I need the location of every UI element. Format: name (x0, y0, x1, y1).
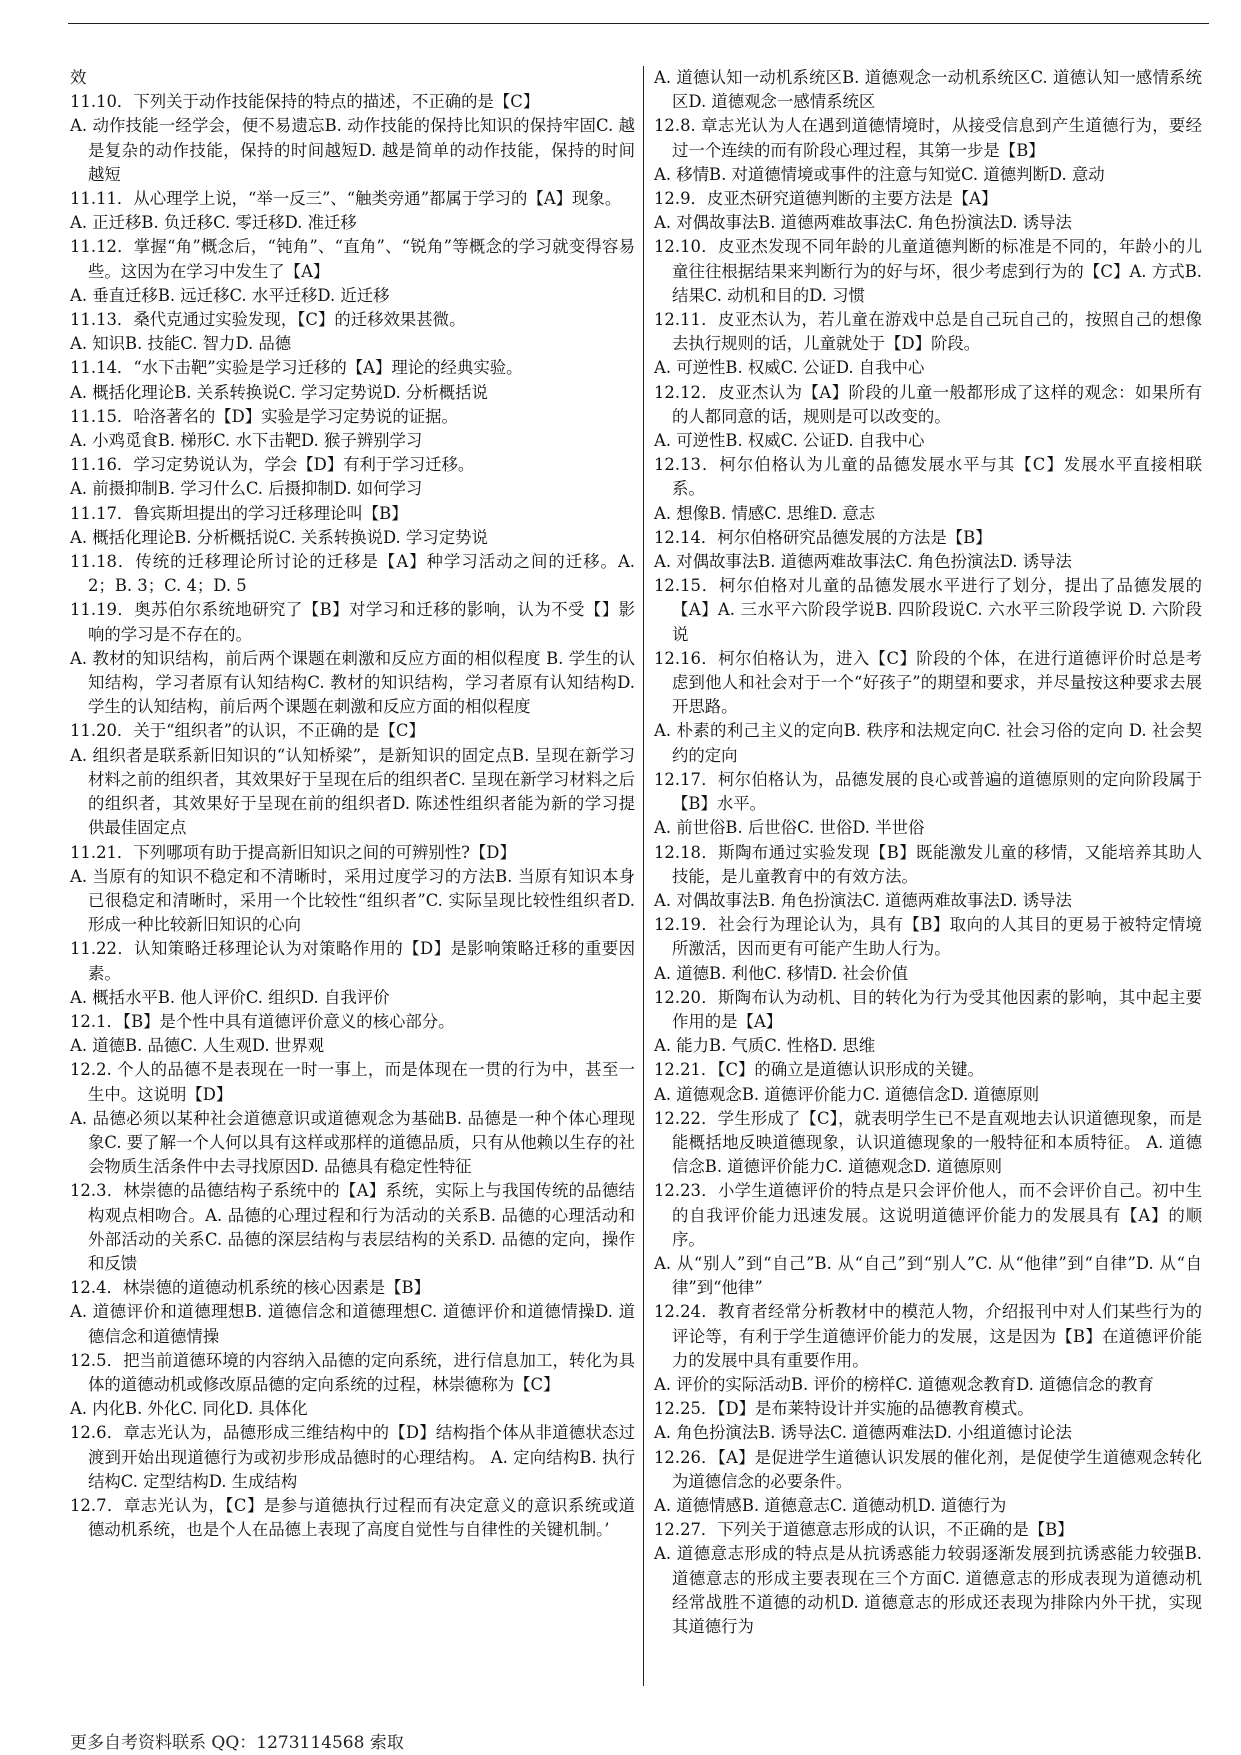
right-column-paragraph: A. 能力B. 气质C. 性格D. 思维 (654, 1036, 876, 1056)
right-column-paragraph: A. 对偶故事法B. 道德两难故事法C. 角色扮演法D. 诱导法 (654, 552, 1072, 572)
left-column-paragraph: A. 概括化理论B. 分析概括说C. 关系转换说D. 学习定势说 (70, 527, 488, 547)
right-column-paragraph: A. 前世俗B. 后世俗C. 世俗D. 半世俗 (654, 818, 925, 838)
right-column-paragraph: A. 道德认知一动机系统区B. 道德观念一动机系统区C. 道德认知一感情系统区D. 道德观念一感情系统区 (654, 68, 1202, 112)
left-column-paragraph: A. 动作技能一经学会，便不易遗忘B. 动作技能的保持比知识的保持牢固C. 越是复杂的动作技能，保持的时间越短D. 越是简单的动作技能，保持的时间越短 (70, 116, 635, 184)
right-column-paragraph: A. 评价的实际活动B. 评价的榜样C. 道德观念教育D. 道德信念的教育 (654, 1374, 1154, 1394)
left-column (70, 66, 643, 1686)
right-column-paragraph: 12.27．下列关于道德意志形成的认识，不正确的是【B】 (654, 1520, 1074, 1540)
left-column-paragraph: 11.12．掌握“角”概念后，“钝角”、“直角”、“锐角”等概念的学习就变得容易些。这因为在学习中发生了【A】 (70, 237, 635, 281)
right-column-paragraph: 12.16．柯尔伯格认为，进入【C】阶段的个体，在进行道德评价时总是考虑到他人和社会对于一个“好孩子”的期望和要求，并尽量按这种要求去展开思路。 (654, 648, 1202, 717)
right-column-paragraph: 12.10．皮亚杰发现不同年龄的儿童道德判断的标准是不同的，年龄小的儿童往往根据结果来判断行为的好与坏，很少考虑到行为的【C】A. 方式B. 结果C. 动机和目的D. 习惯 (654, 237, 1202, 305)
left-column-paragraph: A. 当原有的知识不稳定和不清晰时，采用过度学习的方法B. 当原有知识本身已很稳定和清晰时，采用一个比较性“组织者”C. 实际呈现比较性组织者D. 形成一种比较新旧知识的心向 (70, 866, 635, 935)
right-column-paragraph: A. 朴素的利己主义的定向B. 秩序和法规定向C. 社会习俗的定向 D. 社会契约的定向 (654, 721, 1202, 765)
left-column-paragraph: 12.3．林崇德的品德结构子系统中的【A】系统，实际上与我国传统的品德结构观点相吻合。A. 品德的心理过程和行为活动的关系B. 品德的心理活动和外部活动的关系C. 品德的深层结构与表层结构的关系D. 品德的定向，操作和反馈 (70, 1181, 635, 1273)
right-column-paragraph: A. 移情B. 对道德情境或事件的注意与知觉C. 道德判断D. 意动 (654, 164, 1105, 184)
right-column-paragraph: A. 道德观念B. 道德评价能力C. 道德信念D. 道德原则 (654, 1084, 1040, 1104)
left-column-paragraph: 12.7．章志光认为，【C】是参与道德执行过程而有决定意义的意识系统或道德动机系统，也是个人在品德上表现了高度自觉性与自律性的关键机制。’ (70, 1495, 635, 1540)
right-column-paragraph: 12.25．【D】是布莱特设计并实施的品德教育模式。 (654, 1399, 1034, 1419)
right-column-paragraph: A. 道德情感B. 道德意志C. 道德动机D. 道德行为 (654, 1495, 1007, 1515)
left-column-paragraph: 11.20．关于“组织者”的认识，不正确的是【C】 (70, 721, 425, 741)
left-column-paragraph: A. 概括化理论B. 关系转换说C. 学习定势说D. 分析概括说 (70, 382, 488, 402)
left-column-paragraph: 12.1．【B】是个性中具有道德评价意义的核心部分。 (70, 1011, 455, 1031)
right-column-paragraph: 12.22．学生形成了【C】，就表明学生已不是直观地去认识道德现象，而是能概括地反映道德现象，认识道德现象的一般特征和本质特征。 A. 道德信念B. 道德评价能力C. 道德观念D. 道德原则 (654, 1108, 1202, 1177)
right-column-paragraph: A. 可逆性B. 权威C. 公证D. 自我中心 (654, 431, 925, 451)
left-column-paragraph: A. 知识B. 技能C. 智力D. 品德 (70, 334, 292, 354)
right-column-paragraph: 12.21．【C】的确立是道德认识形成的关键。 (654, 1060, 984, 1080)
right-column-paragraph: 12.18．斯陶布通过实验发现【B】既能激发儿童的移情，又能培养其助人技能，是儿童教育中的有效方法。 (654, 842, 1202, 886)
left-column-paragraph: 效 (70, 68, 87, 87)
right-column-paragraph: A. 道德意志形成的特点是从抗诱惑能力较弱逐渐发展到抗诱惑能力较强B. 道德意志的形成主要表现在三个方面C. 道德意志的形成表现为道德动机经常战胜不道德的动机D. 道德意志的形成还表现为排除内外干扰，实现其道德行为 (654, 1544, 1202, 1636)
left-column-paragraph: 12.4．林崇德的道德动机系统的核心因素是【B】 (70, 1278, 430, 1298)
right-column-paragraph: 12.26．【A】是促进学生道德认识发展的催化剂，是促使学生道德观念转化为道德信念的必要条件。 (654, 1447, 1202, 1491)
header-rule (68, 23, 1209, 24)
left-column-paragraph: 11.22．认知策略迁移理论认为对策略作用的【D】是影响策略迁移的重要因素。 (70, 939, 635, 983)
left-column-paragraph: A. 道德评价和道德理想B. 道德信念和道德理想C. 道德评价和道德情操D. 道德信念和道德情操 (70, 1302, 635, 1346)
left-column-paragraph: 11.21．下列哪项有助于提高新旧知识之间的可辨别性?【D】 (70, 842, 516, 862)
left-column-paragraph: 11.14．“水下击靶”实验是学习迁移的【A】理论的经典实验。 (70, 358, 523, 378)
right-column-paragraph: A. 对偶故事法B. 道德两难故事法C. 角色扮演法D. 诱导法 (654, 213, 1072, 233)
right-column-paragraph: 12.23．小学生道德评价的特点是只会评价他人，而不会评价自己。初中生的自我评价能力迅速发展。这说明道德评价能力的发展具有【A】的顺序。 (654, 1181, 1202, 1249)
right-column-paragraph: 12.13．柯尔伯格认为儿童的品德发展水平与其【C】发展水平直接相联系。 (654, 455, 1202, 499)
left-column-paragraph: A. 前摄抑制B. 学习什么C. 后摄抑制D. 如何学习 (70, 479, 423, 499)
right-column-paragraph: 12.15．柯尔伯格对儿童的品德发展水平进行了划分，提出了品德发展的【A】A. 三水平六阶段学说B. 四阶段说C. 六水平三阶段学说 D. 六阶段说 (654, 576, 1202, 644)
right-column-paragraph: 12.11．皮亚杰认为，若儿童在游戏中总是自己玩自己的，按照自己的想像去执行规则的话，儿童就处于【D】阶段。 (654, 310, 1202, 354)
left-column-paragraph: A. 概括水平B. 他人评价C. 组织D. 自我评价 (70, 987, 390, 1007)
left-column-paragraph: 11.19．奥苏伯尔系统地研究了【B】对学习和迁移的影响，认为不受【】影响的学习是不存在的。 (70, 600, 635, 644)
left-column-paragraph: 11.13．桑代克通过实验发现，【C】的迁移效果甚微。 (70, 310, 466, 330)
left-column-paragraph: A. 正迁移B. 负迁移C. 零迁移D. 准迁移 (70, 213, 357, 233)
right-column-paragraph: 12.19．社会行为理论认为，具有【B】取向的人其目的更易于被特定情境所激活，因而更有可能产生助人行为。 (654, 915, 1202, 959)
left-column-paragraph: A. 品德必须以某种社会道德意识或道德观念为基础B. 品德是一种个体心理现象C. 要了解一个人何以具有这样或那样的道德品质，只有从他赖以生存的社会物质生活条件中去寻找原因D. 品德具有稳定性特征 (70, 1108, 635, 1177)
document-page (70, 66, 1205, 1686)
left-column-paragraph: A. 垂直迁移B. 远迁移C. 水平迁移D. 近迁移 (70, 285, 390, 305)
right-column-paragraph: A. 道德B. 利他C. 移情D. 社会价值 (654, 963, 908, 983)
left-column-paragraph: 11.11．从心理学上说，“举一反三”、“触类旁通”都属于学习的【A】现象。 (70, 189, 622, 209)
left-column-paragraph: A. 教材的知识结构，前后两个课题在刺激和反应方面的相似程度 B. 学生的认知结构，学习者原有认知结构C. 教材的知识结构，学习者原有认知结构D. 学生的认知结构，前后两个课题在刺激和反应方面的相似程度 (70, 648, 635, 717)
left-column-paragraph: 12.2. 个人的品德不是表现在一时一事上，而是体现在一贯的行为中，甚至一生中。这说明【D】 (70, 1060, 635, 1104)
left-column-paragraph: A. 道德B. 品德C. 人生观D. 世界观 (70, 1036, 324, 1056)
footer-contact: 更多自考资料联系 QQ：1273114568 索取 (70, 1733, 404, 1753)
left-column-paragraph: 11.15．哈洛著名的【D】实验是学习定势说的证据。 (70, 406, 458, 426)
left-column-paragraph: 12.5．把当前道德环境的内容纳入品德的定向系统，进行信息加工，转化为具体的道德动机或修改原品德的定向系统的过程，林崇德称为【C】 (70, 1350, 635, 1394)
right-column-paragraph: A. 想像B. 情感C. 思维D. 意志 (654, 503, 876, 523)
right-column-paragraph: A. 从“别人”到“自己”B. 从“自己”到“别人”C. 从“他律”到“自律”D. 从“自律”到“他律” (654, 1253, 1202, 1298)
left-column-paragraph: 12.6．章志光认为，品德形成三维结构中的【D】结构指个体从非道德状态过渡到开始出现道德行为或初步形成品德时的心理结构。 A. 定向结构B. 执行结构C. 定型结构D. 生成结构 (70, 1423, 635, 1491)
right-column-paragraph: A. 可逆性B. 权威C. 公证D. 自我中心 (654, 358, 925, 378)
right-column-paragraph: A. 角色扮演法B. 诱导法C. 道德两难法D. 小组道德讨论法 (654, 1423, 1072, 1443)
left-column-paragraph: 11.18．传统的迁移理论所讨论的迁移是【A】种学习活动之间的迁移。A. 2；B. 3；C. 4；D. 5 (70, 552, 635, 596)
right-column-paragraph: 12.24．教育者经常分析教材中的模范人物，介绍报刊中对人们某些行为的评论等，有利于学生道德评价能力的发展，这是因为【B】在道德评价能力的发展中具有重要作用。 (654, 1302, 1202, 1370)
right-column-paragraph: 12.17．柯尔伯格认为，品德发展的良心或普遍的道德原则的定向阶段属于【B】水平。 (654, 769, 1202, 814)
right-column-paragraph: 12.12．皮亚杰认为【A】阶段的儿童一般都形成了这样的观念：如果所有的人都同意的话，规则是可以改变的。 (654, 382, 1202, 426)
left-column-paragraph: 11.16．学习定势说认为，学会【D】有利于学习迁移。 (70, 455, 475, 475)
right-column (643, 66, 1202, 1686)
right-column-paragraph: 12.14．柯尔伯格研究品德发展的方法是【B】 (654, 527, 992, 547)
right-column-paragraph: 12.8. 章志光认为人在遇到道德情境时，从接受信息到产生道德行为，要经过一个连续的而有阶段心理过程，其第一步是【B】 (654, 116, 1202, 160)
left-column-paragraph: A. 内化B. 外化C. 同化D. 具体化 (70, 1399, 308, 1419)
right-column-paragraph: 12.20．斯陶布认为动机、目的转化为行为受其他因素的影响，其中起主要作用的是【A】 (654, 987, 1202, 1031)
left-column-paragraph: 11.10．下列关于动作技能保持的特点的描述，不正确的是【C】 (70, 92, 540, 112)
right-column-paragraph: 12.9．皮亚杰研究道德判断的主要方法是【A】 (654, 189, 998, 209)
right-column-paragraph: A. 对偶故事法B. 角色扮演法C. 道德两难故事法D. 诱导法 (654, 890, 1072, 910)
left-column-paragraph: 11.17．鲁宾斯坦提出的学习迁移理论叫【B】 (70, 503, 408, 523)
left-column-paragraph: A. 组织者是联系新旧知识的“认知桥梁”，是新知识的固定点B. 呈现在新学习材料之前的组织者，其效果好于呈现在后的组织者C. 呈现在新学习材料之后的组织者，其效果好于呈现在前的组织者D. 陈述性组织者能为新的学习提供最佳固定点 (70, 745, 635, 838)
left-column-paragraph: A. 小鸡觅食B. 梯形C. 水下击靶D. 猴子辨别学习 (70, 431, 423, 451)
